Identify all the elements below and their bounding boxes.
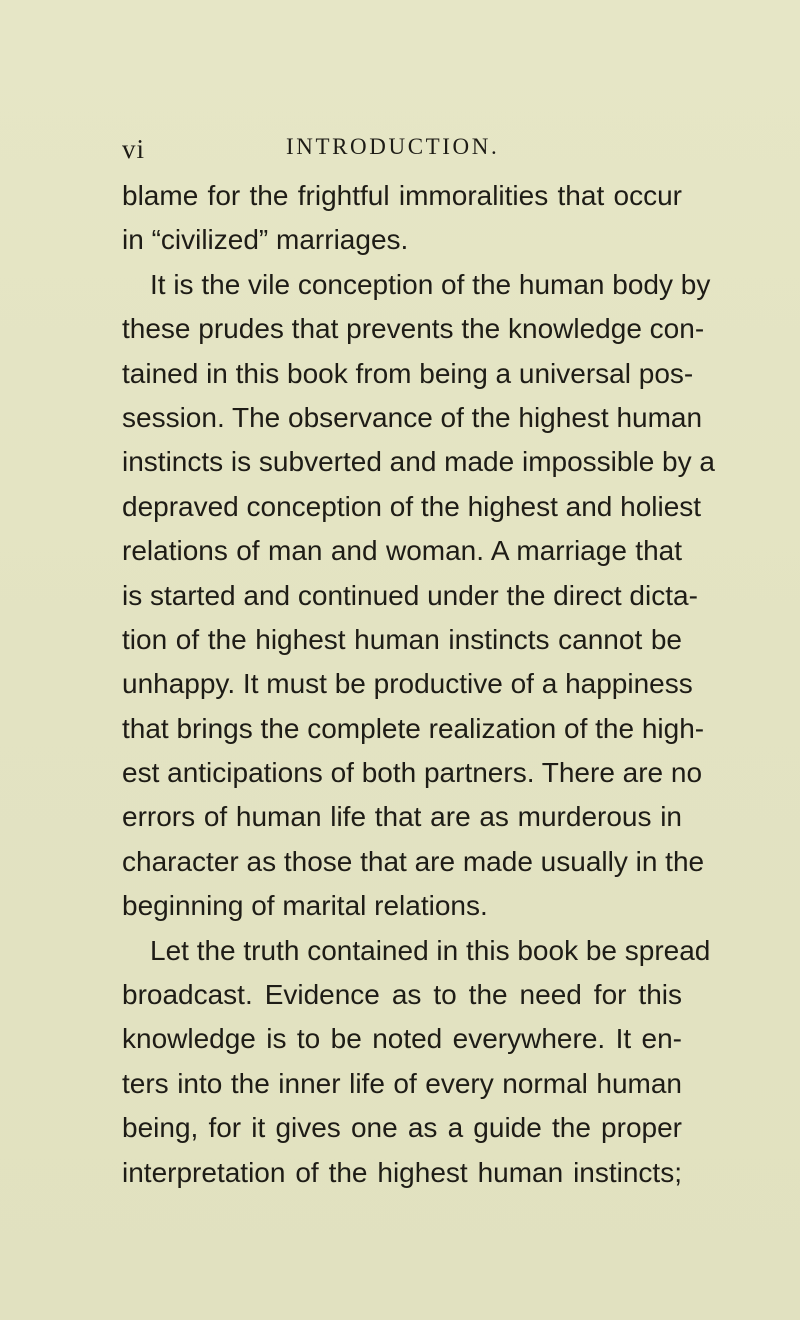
text-line: in “civilized” marriages. (122, 224, 409, 256)
text-line: broadcast. Evidence as to the need for this (122, 979, 682, 1011)
body-text (122, 174, 715, 1195)
text-line: unhappy. It must be productive of a happiness (122, 668, 693, 700)
text-line: It is the vile conception of the human body by (150, 268, 711, 300)
text-line: is started and continued under the direct dicta- (122, 579, 698, 611)
running-head-title: INTRODUCTION. (286, 134, 500, 159)
text-line: beginning of marital relations. (122, 890, 488, 922)
text-line: ters into the inner life of every normal human (122, 1067, 682, 1099)
text-line: instincts is subverted and made impossible by a (122, 446, 715, 478)
text-line: tion of the highest human instincts cannot be (122, 623, 682, 655)
text-line: that brings the complete realization of the high- (122, 712, 705, 744)
text-line: blame for the frightful immoralities that occur (122, 180, 682, 211)
text-line: character as those that are made usually in the (122, 845, 705, 877)
running-head (122, 134, 642, 174)
text-line: interpretation of the highest human instincts; (122, 1156, 682, 1188)
text-line: errors of human life that are as murderous in (122, 801, 682, 833)
text-line: these prudes that prevents the knowledge con- (122, 313, 705, 345)
text-line: relations of man and woman. A marriage that (122, 535, 682, 567)
page-number: vi (122, 134, 146, 164)
text-line: knowledge is to be noted everywhere. It en- (122, 1023, 682, 1055)
text-line: est anticipations of both partners. There are no (122, 757, 703, 789)
text-line: Let the truth contained in this book be spread (150, 934, 711, 966)
text-line: depraved conception of the highest and holiest (122, 490, 702, 522)
text-line: session. The observance of the highest human (122, 401, 703, 433)
text-line: tained in this book from being a universal pos- (122, 357, 694, 389)
text-line: being, for it gives one as a guide the proper (122, 1112, 682, 1144)
